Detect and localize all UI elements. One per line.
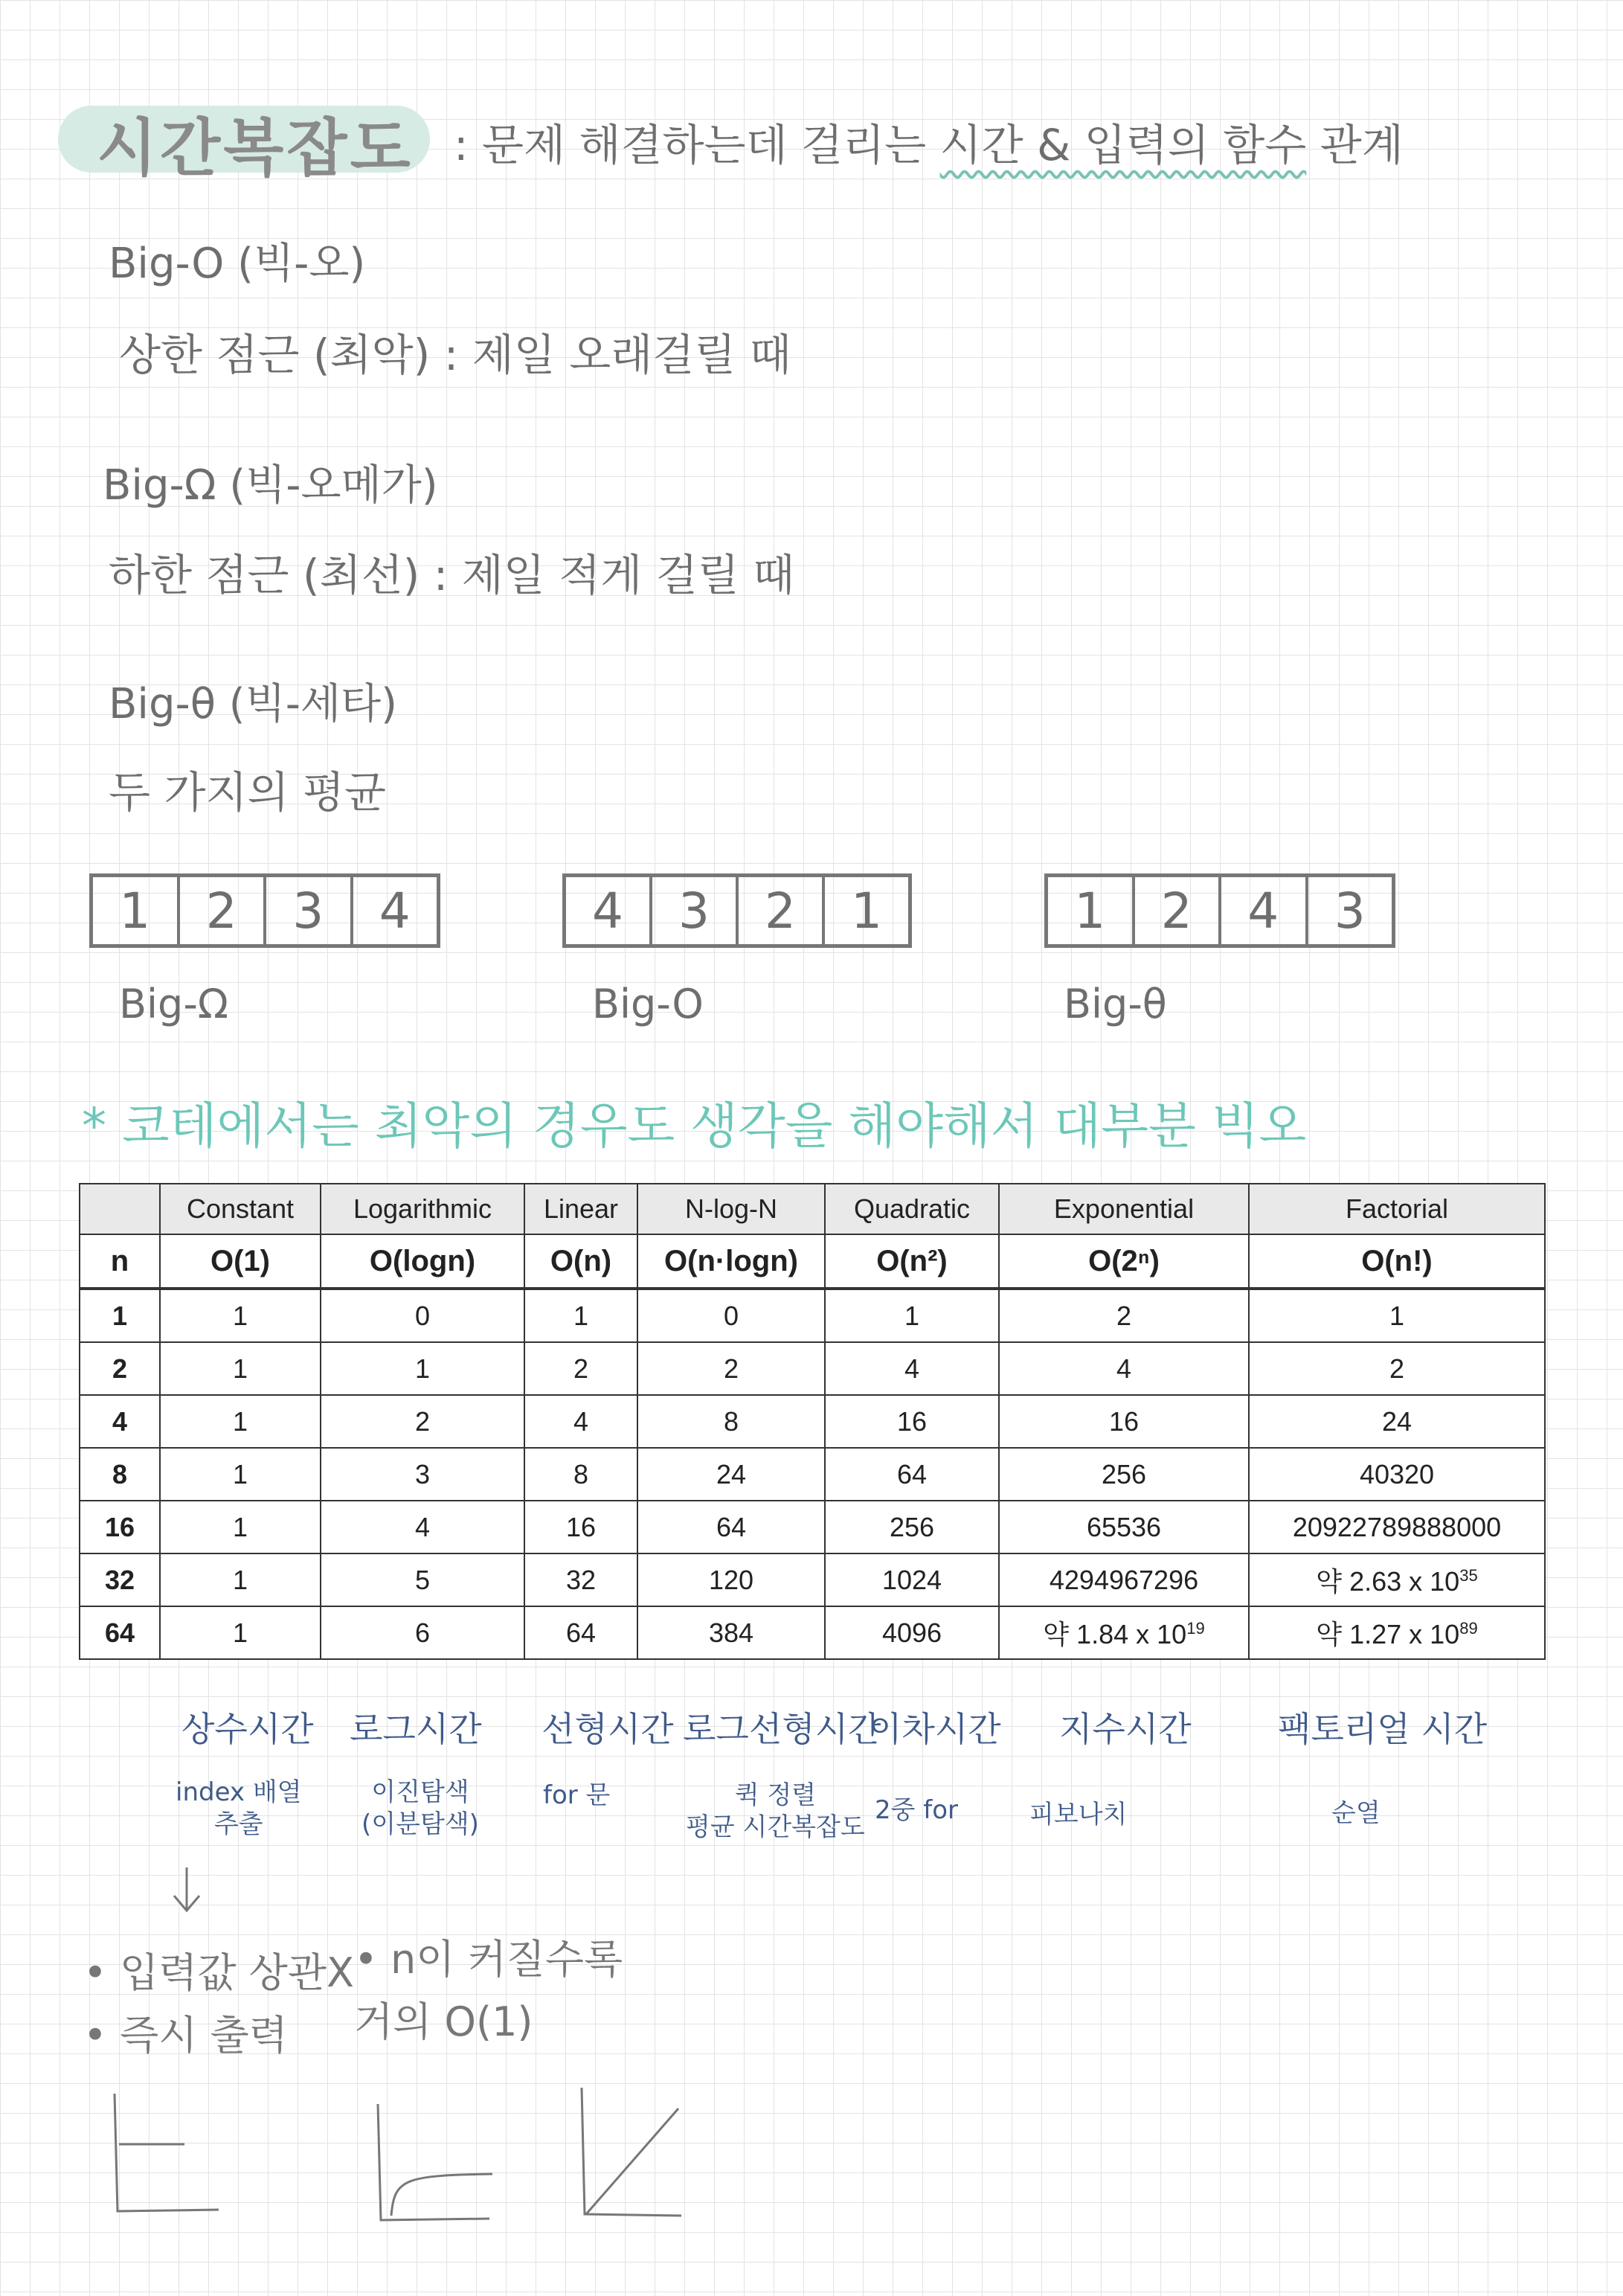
label-factorial-time: 팩토리얼 시간 (1278, 1709, 1488, 1749)
log-note-line: 거의 O(1) (354, 1998, 533, 2045)
example-factorial: 순열 (1331, 1798, 1381, 1828)
table-cell: 1 (524, 1289, 637, 1342)
array-cell: 3 (1334, 882, 1366, 940)
log-note-line: • n이 커질수록 (354, 1936, 623, 1983)
row-header-n: 32 (80, 1553, 160, 1606)
array-label-o: Big-O (592, 981, 704, 1027)
table-cell: 2 (524, 1342, 637, 1395)
table-cell: 1 (825, 1289, 999, 1342)
logarithmic-growth-sketch (367, 2097, 501, 2231)
table-cell: 64 (637, 1501, 825, 1553)
coding-test-note: * 코테에서는 최악의 경우도 생각을 해야해서 대부분 빅오 (82, 1097, 1307, 1155)
column-header: Linear (524, 1184, 637, 1234)
table-cell: 24 (1249, 1395, 1545, 1448)
array-cell: 4 (566, 877, 652, 944)
label-nlogn-time: 로그선형시간 (683, 1709, 881, 1749)
big-o-desc: 상한 점근 (최악) : 제일 오래걸릴 때 (119, 330, 791, 380)
table-cell: 3 (321, 1448, 524, 1501)
table-cell: 6 (321, 1606, 524, 1659)
table-cell: 16 (825, 1395, 999, 1448)
table-cell: 2 (999, 1289, 1249, 1342)
table-cell: 약 1.84 x $10^{19}$ (999, 1606, 1249, 1659)
page-title: 시간복잡도 (97, 112, 414, 185)
example-nlogn: 퀵 정렬 평균 시간복잡도 (686, 1780, 865, 1842)
array-cell: 4 (1221, 877, 1308, 944)
column-header: Factorial (1249, 1184, 1545, 1234)
example-log: 이진탐색 (이분탐색) (361, 1777, 479, 1839)
array-cell: 4 (379, 882, 411, 940)
label-linear-time: 선형시간 (541, 1709, 674, 1749)
table-cell: 약 1.27 x $10^{89}$ (1249, 1606, 1545, 1659)
table-cell: 1 (160, 1606, 321, 1659)
array-label-theta: Big-θ (1064, 981, 1167, 1027)
table-cell: 20922789888000 (1249, 1501, 1545, 1553)
table-cell: 8 (524, 1448, 637, 1501)
table-row (80, 1501, 1545, 1553)
table-cell: 120 (637, 1553, 825, 1606)
table-cell: 1 (160, 1553, 321, 1606)
row-header-n: 2 (80, 1342, 160, 1395)
constant-notes (83, 1942, 354, 2066)
table-row (80, 1342, 1545, 1395)
down-arrow-icon (168, 1864, 205, 1917)
definition-prefix: : 문제 해결하는데 걸리는 (454, 120, 927, 170)
array-cell: 2 (739, 877, 825, 944)
table-cell: 1 (160, 1448, 321, 1501)
notation-header: n (80, 1234, 160, 1289)
table-cell: 0 (321, 1289, 524, 1342)
table-row (80, 1395, 1545, 1448)
column-header: Logarithmic (321, 1184, 524, 1234)
table-cell: 4 (999, 1342, 1249, 1395)
big-theta-title: Big-θ (빅-세타) (109, 680, 397, 728)
example-exponential: 피보나치 (1029, 1800, 1128, 1830)
table-row (80, 1289, 1545, 1342)
label-exponential-time: 지수시간 (1059, 1709, 1192, 1749)
table-cell: 4 (524, 1395, 637, 1448)
table-cell: 1 (160, 1395, 321, 1448)
constant-note-line: • 즉시 출력 (83, 2011, 288, 2059)
array-cell: 1 (851, 882, 882, 940)
notation-header: O(n!) (1249, 1234, 1545, 1289)
column-header (80, 1184, 160, 1234)
constant-note-line: • 입력값 상관X (83, 1949, 354, 1996)
table-cell: 24 (637, 1448, 825, 1501)
table-cell: 384 (637, 1606, 825, 1659)
notation-header: O(1) (160, 1234, 321, 1289)
column-header: Constant (160, 1184, 321, 1234)
big-o-title: Big-O (빅-오) (109, 240, 366, 288)
table-row (80, 1606, 1545, 1659)
big-theta-desc: 두 가지의 평균 (109, 767, 387, 818)
definition-highlight: 시간 & 입력의 함수 (939, 120, 1307, 170)
array-cell: 1 (1048, 877, 1135, 944)
notation-header: O(2ⁿ) (999, 1234, 1249, 1289)
array-cell: 3 (652, 877, 739, 944)
table-cell: 1 (160, 1289, 321, 1342)
column-header: Quadratic (825, 1184, 999, 1234)
table-cell: 8 (637, 1395, 825, 1448)
table-cell: 256 (825, 1501, 999, 1553)
table-cell: 1 (321, 1342, 524, 1395)
row-header-n: 16 (80, 1501, 160, 1553)
table-cell: 4096 (825, 1606, 999, 1659)
table-cell: 16 (999, 1395, 1249, 1448)
table-cell: 64 (825, 1448, 999, 1501)
array-cell: 2 (1135, 877, 1222, 944)
row-header-n: 4 (80, 1395, 160, 1448)
table-cell: 0 (637, 1289, 825, 1342)
definition-suffix: 관계 (1320, 120, 1404, 170)
table-cell: 64 (524, 1606, 637, 1659)
example-linear: for 문 (543, 1780, 611, 1810)
label-constant-time: 상수시간 (181, 1709, 314, 1749)
array-label-omega: Big-Ω (119, 981, 229, 1027)
table-cell: 4294967296 (999, 1553, 1249, 1606)
array-cell: 1 (93, 877, 180, 944)
array-best-case (89, 873, 440, 948)
table-cell: 2 (1249, 1342, 1545, 1395)
table-cell: 1024 (825, 1553, 999, 1606)
array-average-case (1044, 873, 1395, 948)
title-definition (454, 110, 1404, 173)
array-cell: 3 (266, 877, 353, 944)
label-quadratic-time: 이차시간 (869, 1709, 1001, 1749)
array-worst-case (562, 873, 912, 948)
table-cell: 65536 (999, 1501, 1249, 1553)
notation-header: O(n) (524, 1234, 637, 1289)
table-cell: 256 (999, 1448, 1249, 1501)
row-header-n: 1 (80, 1289, 160, 1342)
example-constant: index 배열 추출 (176, 1777, 302, 1839)
column-header: N-log-N (637, 1184, 825, 1234)
label-log-time: 로그시간 (350, 1709, 482, 1749)
notation-header: O(n·logn) (637, 1234, 825, 1289)
table-cell: 32 (524, 1553, 637, 1606)
table-cell: 4 (321, 1501, 524, 1553)
notation-header: O(logn) (321, 1234, 524, 1289)
complexity-table (79, 1183, 1546, 1660)
table-cell: 2 (637, 1342, 825, 1395)
table-cell: 16 (524, 1501, 637, 1553)
table-cell: 약 2.63 x $10^{35}$ (1249, 1553, 1545, 1606)
example-quadratic: 2중 for (875, 1795, 959, 1825)
column-header: Exponential (999, 1184, 1249, 1234)
table-cell: 4 (825, 1342, 999, 1395)
row-header-n: 64 (80, 1606, 160, 1659)
table-cell: 1 (1249, 1289, 1545, 1342)
table-cell: 2 (321, 1395, 524, 1448)
table-cell: 1 (160, 1501, 321, 1553)
log-notes (354, 1928, 623, 2053)
table-cell: 5 (321, 1553, 524, 1606)
table-row (80, 1448, 1545, 1501)
notation-header: O(n²) (825, 1234, 999, 1289)
array-cell: 2 (180, 877, 267, 944)
linear-growth-sketch (571, 2083, 705, 2217)
table-cell: 40320 (1249, 1448, 1545, 1501)
table-cell: 1 (160, 1342, 321, 1395)
row-header-n: 8 (80, 1448, 160, 1501)
big-omega-title: Big-Ω (빅-오메가) (103, 461, 438, 510)
big-omega-desc: 하한 점근 (최선) : 제일 적게 걸릴 때 (109, 550, 795, 600)
table-row (80, 1553, 1545, 1606)
constant-growth-sketch (104, 2089, 238, 2223)
